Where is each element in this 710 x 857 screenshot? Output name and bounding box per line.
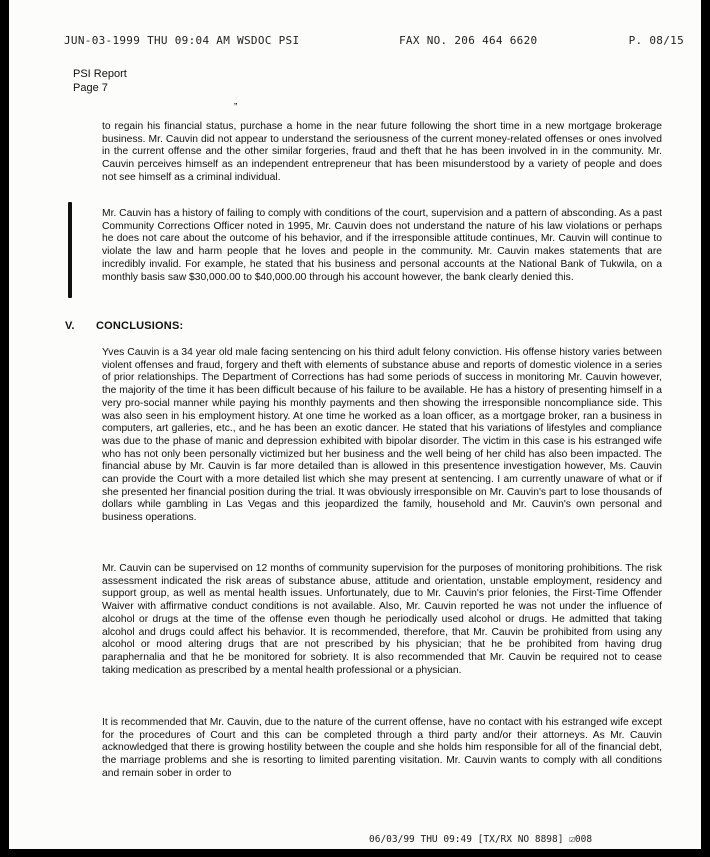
- margin-revision-bar: [68, 202, 72, 298]
- section-heading: CONCLUSIONS:: [96, 320, 184, 332]
- paragraph-compliance-history: Mr. Cauvin has a history of failing to comply with conditions of the court, supervision and a pattern of absconding. As a past Community Corrections Officer noted in 1995, Mr. Cauvin does not understand the nature of his law violations or perhaps he does not care about the outcome of his behavior, and if the irresponsible attitude continues, Mr. Cauvin will continue to violate the law and harm people that he loves and people in the community. Mr. Cauvin makes statements that are incredibly invalid. For example, he stated that his business and personal accounts at the National Bank of Tukwila, on a monthly basis saw $30,000.00 to $40,000.00 through his account however, the bank clearly denied this.: [102, 208, 662, 283]
- fax-header-date: JUN-03-1999 THU 09:04 AM WSDOC PSI: [64, 34, 300, 47]
- paragraph-conclusions-summary: Yves Cauvin is a 34 year old male facing sentencing on his third adult felony conviction. His offense history varies between violent offenses and fraud, forgery and theft with elements of substance abuse and reports of domestic violence in a series of prior relationships. The Department of Corrections has had some periods of success in monitoring Mr. Cauvin however, the majority of the time it has been difficult because of his failure to be available. He has a history of presenting himself in a very pro-social manner while paying his monthly payments and then showing the irresponsible noncompliance side. This was also seen in his employment history. At one time he worked as a loan officer, as a mortgage broker, ran a business in computers, art galleries, etc., and he has been an exotic dancer. He stated that his variations of lifestyles and compliance was due to the phase of manic and depression exhibited with bipolar disorder. The victim in this case is his estranged wife who has not only been personally victimized but her business and the well being of her child has also been impacted. The financial abuse by Mr. Cauvin is far more detailed than is allowed in this presentence investigation however, Ms. Cauvin can provide the Court with a more detailed list which she may present at sentencing. I am currently unaware of what or if she presented her financial position during the trial. It was obviously irresponsible on Mr. Cauvin's part to lose thousands of dollars while gambling in Las Vegas and this jeopardized the family, household and Mr. Cauvin's own personal and business operations.: [102, 347, 662, 524]
- paragraph-no-contact: It is recommended that Mr. Cauvin, due to the nature of the current offense, have no contact with his estranged wife except for the procedures of Court and this can be completed through a third party and/or their attorneys. As Mr. Cauvin acknowledged that there is growing hostility between the couple and she holds him responsible for all of the financial debt, the marriage problems and she is resorting to limited parenting visitation. Mr. Cauvin wants to comply with all conditions and remain sober in order to: [102, 717, 662, 779]
- document-page: [9, 0, 701, 849]
- fax-header-page: P. 08/15: [628, 34, 684, 47]
- fax-header-number: FAX NO. 206 464 6620: [399, 34, 538, 47]
- report-page-number: Page 7: [73, 82, 108, 94]
- section-number: V.: [65, 320, 75, 332]
- report-title: PSI Report: [73, 68, 127, 80]
- paragraph-supervision: Mr. Cauvin can be supervised on 12 months of community supervision for the purposes of monitoring prohibitions. The risk assessment indicated the risk areas of substance abuse, attitude and orientation, unstable employment, residency and support group, as well as mental health issues. Unfortunately, due to Mr. Cauvin's prior felonies, the First-Time Offender Waiver with affirmative conduct conditions is not available. Also, Mr. Cauvin reported he was not under the influence of alcohol or drugs at the time of the offense even though he periodically used alcohol or drugs. He admitted that taking alcohol and drugs could affect his behavior. It is recommended, therefore, that Mr. Cauvin be prohibited from using any alcohol or mood altering drugs that are not prescribed by his physician; that he be prohibited from having drug paraphernalia and that he be monitored for sobriety. It is also recommended that Mr. Cauvin be required not to cease taking medication as prescribed by a mental health professional or a physician.: [102, 563, 662, 676]
- stray-mark: „: [234, 96, 238, 107]
- paragraph-financial-status: to regain his financial status, purchase a home in the near future following the short time in a new mortgage brokerage business. Mr. Cauvin did not appear to understand the seriousness of the current money-related offenses or ones involved in the current offense and the other similar forgeries, fraud and theft that he has been involved in in the community. Mr. Cauvin perceives himself as an independent entrepreneur that has been misunderstood by a variety of people and does not see himself as a criminal individual.: [102, 121, 662, 183]
- fax-footer: 06/03/99 THU 09:49 [TX/RX NO 8898] ☑008: [369, 834, 593, 845]
